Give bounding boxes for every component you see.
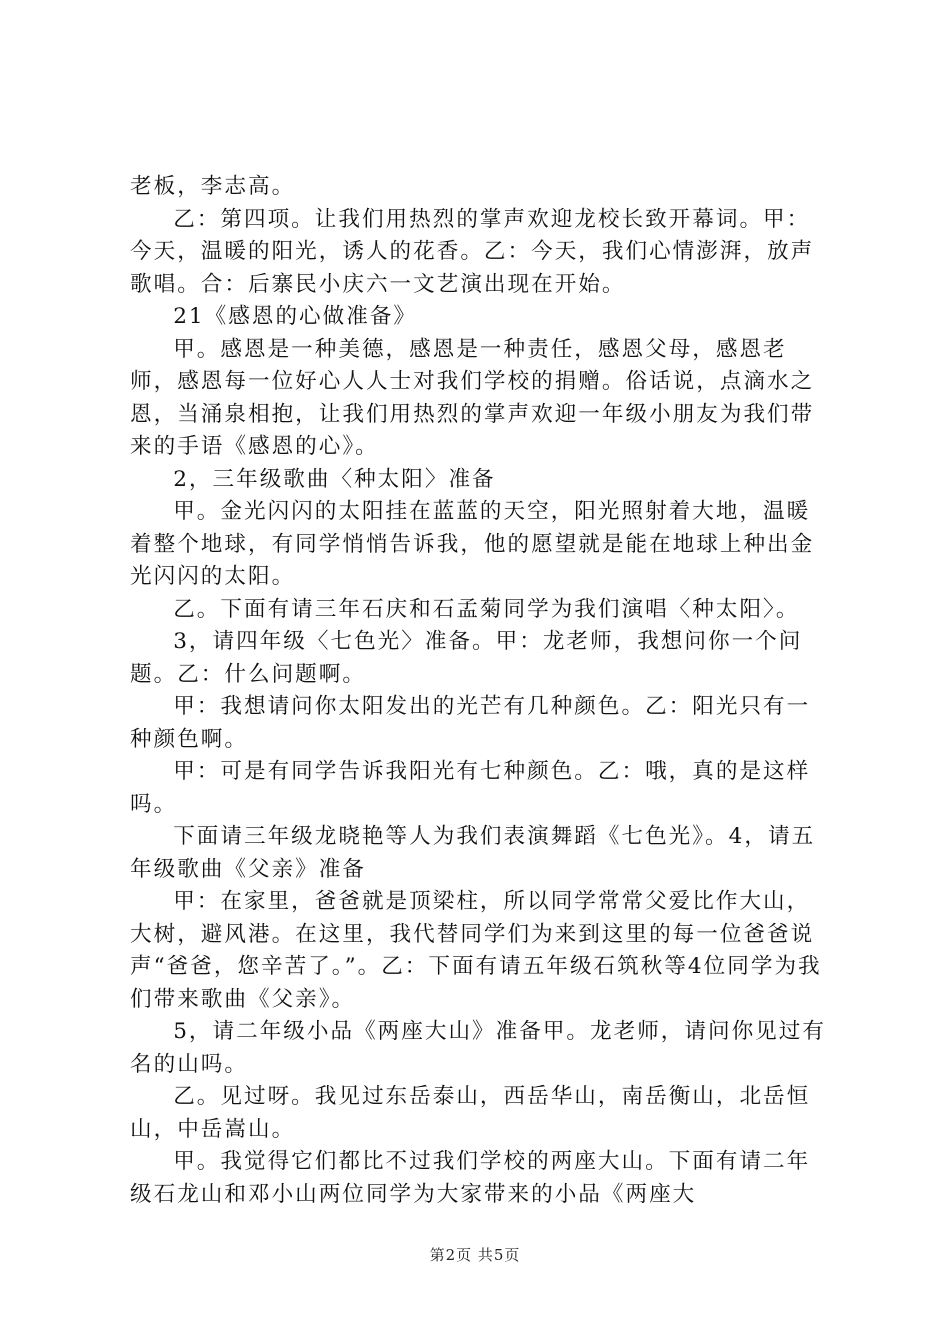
paragraph: 老板，李志高。 <box>130 174 296 199</box>
paragraph: 乙。见过呀。我见过东岳泰山，西岳华山，南岳衡山，北岳恒山，中岳嵩山。 <box>130 1084 811 1142</box>
paragraph: 甲：我想请问你太阳发出的光芒有几种颜色。乙：阳光只有一种颜色啊。 <box>130 694 811 752</box>
paragraph: 5，请二年级小品《两座大山》准备甲。龙老师，请问你见过有名的山吗。 <box>130 1019 826 1077</box>
paragraph: 3，请四年级〈七色光〉准备。甲：龙老师，我想问你一个问题。乙：什么问题啊。 <box>130 629 803 687</box>
paragraph: 21《感恩的心做准备》 <box>173 304 418 329</box>
paragraph: 甲。我觉得它们都比不过我们学校的两座大山。下面有请二年级石龙山和邓小山两位同学为大家带来的小品《两座大 <box>130 1149 811 1207</box>
page-footer: 第2页 共5页 <box>429 1246 521 1264</box>
paragraph: 下面请三年级龙晓艳等人为我们表演舞蹈《七色光》。4，请五年级歌曲《父亲》准备 <box>130 824 816 882</box>
paragraph: 乙：第四项。让我们用热烈的掌声欢迎龙校长致开幕词。甲：今天，温暖的阳光，诱人的花香。乙：今天，我们心情澎湃，放声歌唱。合：后寨民小庆六一文艺演出现在开始。 <box>130 206 815 297</box>
document-body <box>130 171 830 1211</box>
paragraph: 甲。金光闪闪的太阳挂在蓝蓝的天空，阳光照射着大地，温暖着整个地球，有同学悄悄告诉我，他的愿望就是能在地球上种出金光闪闪的太阳。 <box>130 499 815 589</box>
paragraph: 甲：可是有同学告诉我阳光有七种颜色。乙：哦，真的是这样吗。 <box>130 759 811 817</box>
paragraph: 2，三年级歌曲〈种太阳〉准备 <box>173 466 496 492</box>
paragraph: 甲：在家里，爸爸就是顶梁柱，所以同学常常父爱比作大山，大树，避风港。在这里，我代替同学们为来到这里的每一位爸爸说声“爸爸，您辛苦了。”。乙：下面有请五年级石筑秋等4位同学为我们带来歌曲《父亲》。 <box>130 889 822 1012</box>
paragraph: 乙。下面有请三年石庆和石孟菊同学为我们演唱〈种太阳〉。 <box>173 596 800 622</box>
paragraph: 甲。感恩是一种美德，感恩是一种责任，感恩父母，感恩老师，感恩每一位好心人人士对我们学校的捐赠。俗话说，点滴水之恩，当涌泉相抱，让我们用热烈的掌声欢迎一年级小朋友为我们带来的手语《感恩的心》。 <box>130 336 815 459</box>
